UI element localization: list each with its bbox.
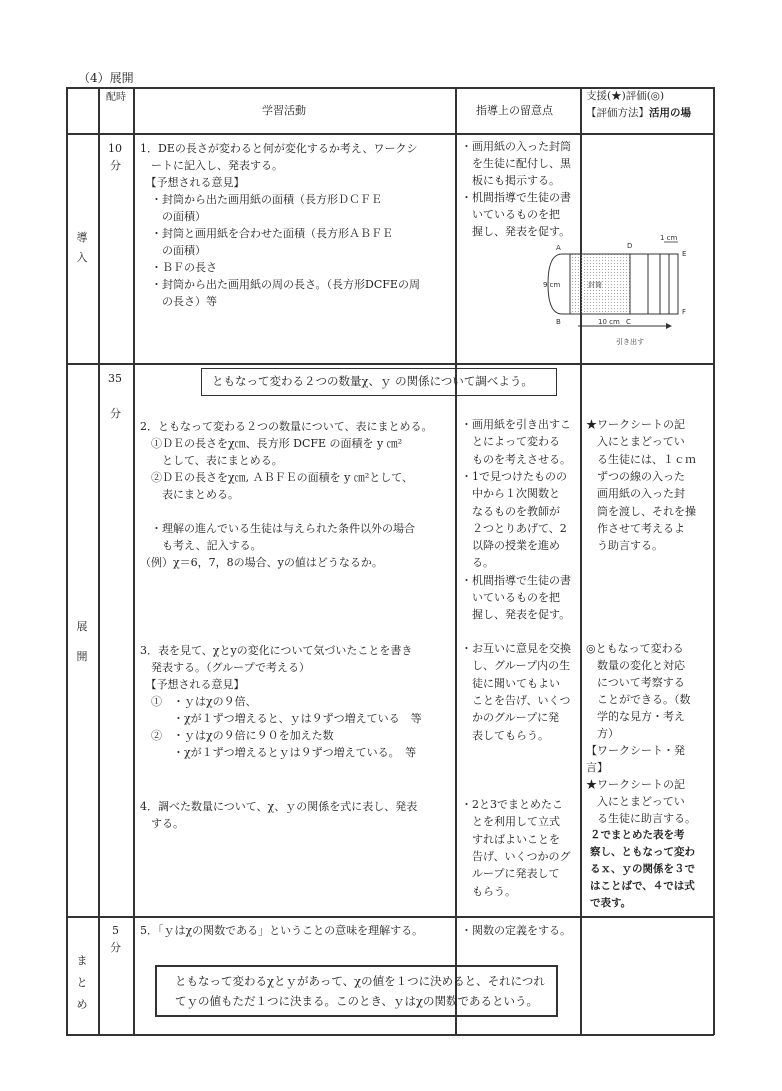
- intro-time-num: 10: [108, 142, 122, 155]
- label-pull: 引き出す: [616, 338, 644, 346]
- text-line: 表してもらう。: [461, 728, 549, 742]
- text-line: ２つとりあげて、2: [461, 521, 567, 535]
- text-line: る生徒には、１ｃｍ: [586, 452, 696, 466]
- text-line: ・1で見つけたものの: [461, 469, 567, 483]
- text-line: も考え、記入する。: [140, 539, 262, 552]
- text-line: 作させて考えるよ: [586, 521, 685, 535]
- text-line: 学的な見方・考え: [586, 710, 685, 723]
- text-line: ともなって変わるχとｙがあって、χの値を１つに決めると、それにつれ: [175, 974, 545, 988]
- text-line: ・理解の進んでいる生徒は与えられた条件以外の場合: [140, 522, 415, 535]
- text-line: 表にまとめる。: [140, 488, 239, 501]
- text-line: 3．表を見て、χとyの変化について気づいたことを書き: [140, 644, 413, 657]
- text-line: の面積）: [140, 244, 206, 257]
- label-a: A: [556, 244, 561, 252]
- text-line: なるものを教師が: [461, 504, 560, 518]
- text-line: ・画用紙の入った封筒: [461, 140, 571, 153]
- text-line: ★ワークシートの記: [586, 418, 685, 431]
- label-d: D: [627, 242, 633, 250]
- text-line: 以降の授業を進め: [461, 539, 560, 553]
- text-line: 板にも掲示する。: [461, 174, 560, 187]
- section-title: （4）展開: [78, 71, 134, 85]
- text-line: の面積）: [140, 210, 206, 223]
- text-line: 2．ともなって変わる２つの数量について、表にまとめる。: [140, 420, 433, 433]
- text-line: はことばで、４では式: [590, 880, 695, 892]
- stage-develop: 展開: [76, 620, 88, 663]
- text-line: 徒に聞いてもよい: [461, 676, 560, 690]
- text-line: 4．調べた数量について、χ、ｙの関係を式に表し、発表: [140, 800, 418, 813]
- text-line: ・χが１ずつ増えるとｙは９ずつ増えている。 等: [140, 746, 417, 759]
- text-line: ・χが１ずつ増えると、ｙは９ずつ増えている 等: [140, 712, 422, 725]
- stage-summary: まとめ: [76, 954, 88, 1011]
- text-line: 中から１次関数と: [461, 487, 560, 501]
- text-line: ② ・ｙはχの９倍に９０を加えた数: [140, 729, 334, 742]
- text-line: 入にとまどってい: [586, 435, 685, 449]
- header-notes: 指導上の留意点: [476, 104, 553, 117]
- label-f: F: [682, 308, 687, 316]
- text-line: 数量の変化と対応: [586, 659, 685, 672]
- text-line: 方）: [586, 727, 619, 740]
- header-haiji: 配時: [106, 92, 126, 103]
- summary-notes: ・関数の定義をする。: [461, 924, 571, 937]
- text-line: ートに記入し、発表する。: [140, 159, 283, 172]
- text-line: すればよいことを: [461, 832, 560, 846]
- text-line: し、グループ内の生: [461, 659, 571, 673]
- label-envelope: 封筒: [588, 281, 602, 289]
- label-9cm: 9 cm: [543, 281, 561, 289]
- header-eval-place: 活用の場: [649, 107, 691, 119]
- text-line: ものを考えさせる。: [461, 452, 571, 466]
- text-line: 握し、発表を促す。: [461, 608, 571, 622]
- envelope-diagram: [538, 232, 708, 352]
- header-eval-line2: [586, 105, 691, 122]
- text-line: ２でまとめた表を考: [590, 829, 685, 841]
- text-line: ・2と3でまとめたこ: [461, 798, 563, 811]
- text-line: （例）χ＝6，7，8の場合、yの値はどうなるか。: [140, 556, 383, 569]
- text-line: る。: [461, 556, 494, 570]
- summary-time-unit: 分: [110, 941, 121, 954]
- label-10cm: 10 cm: [598, 318, 620, 326]
- text-line: ・封筒から出た画用紙の周の長さ。（長方形DCFEの周: [140, 278, 420, 291]
- text-line: とによって変わる: [461, 435, 560, 449]
- text-line: ずつの線の入った: [586, 469, 685, 483]
- header-eval-method: 【評価方法】: [586, 107, 649, 119]
- text-line: ・封筒と画用紙を合わせた面積（長方形ＡＢＦＥ: [140, 227, 393, 240]
- label-e: E: [682, 250, 687, 258]
- text-line: ②ＤＥの長さをχ㎝, ＡＢＦＥの面積を y ㎝²として、: [140, 471, 414, 484]
- text-line: について考察する: [586, 676, 685, 689]
- text-line: 入にとまどってい: [586, 795, 685, 808]
- intro-time-unit: 分: [110, 159, 121, 172]
- text-line: として、表にまとめる。: [140, 454, 283, 467]
- text-line: ◎ともなって変わる: [586, 642, 684, 655]
- stage-intro: 導入: [76, 231, 88, 264]
- text-line: てｙの値もただ１つに決まる。このとき、ｙはχの関数であるという。: [175, 994, 539, 1008]
- definition-box: [155, 965, 558, 1017]
- text-line: 筒を渡し、それを操: [586, 504, 696, 518]
- header-eval-line1: 支援(★)評価(◎): [586, 90, 665, 102]
- text-line: 告げ、いくつかのグ: [461, 849, 571, 863]
- text-line: ★ワークシートの記: [586, 778, 685, 791]
- text-line: 【ワークシート・発: [586, 744, 685, 757]
- text-line: 【予想される意見】: [140, 678, 245, 691]
- label-b: B: [556, 318, 561, 326]
- text-line: 【予想される意見】: [140, 176, 245, 189]
- text-line: 察し、ともなって変わ: [590, 846, 695, 858]
- text-line: ループに発表して: [461, 867, 560, 881]
- text-line: ・画用紙を引き出すこ: [461, 418, 571, 431]
- text-line: ・机間指導で生徒の書: [461, 191, 571, 204]
- develop-time-num: 35: [108, 372, 122, 385]
- text-line: 1．DEの長さが変わると何が変化するか考え、ワークシ: [140, 142, 418, 155]
- text-line: ・お互いに意見を交換: [461, 642, 571, 655]
- text-line: う助言する。: [586, 539, 663, 553]
- text-line: 握し、発表を促す。: [461, 225, 571, 238]
- text-line: もらう。: [461, 884, 516, 898]
- text-line: ・ＢＦの長さ: [140, 261, 217, 274]
- goal-box: [201, 368, 557, 396]
- text-line: とを利用して立式: [461, 815, 560, 829]
- text-line: する。: [140, 817, 184, 830]
- text-line: の長さ）等: [140, 295, 217, 308]
- text-line: ①ＤＥの長さをχ㎝、長方形 DCFE の面積を y ㎝²: [140, 437, 403, 450]
- text-line: ・封筒から出た画用紙の面積（長方形ＤＣＦＥ: [140, 193, 382, 206]
- label-c: C: [626, 318, 631, 326]
- text-line: いているものを把: [461, 208, 560, 221]
- text-line: 発表する。（グループで考える）: [140, 661, 310, 674]
- text-line: ① ・ｙはχの９倍、: [140, 695, 257, 708]
- text-line: ことを告げ、いくつ: [461, 693, 571, 707]
- label-1cm: 1 cm: [660, 234, 678, 242]
- text-line: いているものを把: [461, 591, 560, 604]
- text-line: る生徒に助言する。: [586, 812, 696, 825]
- text-line: かのグループに発: [461, 711, 560, 725]
- text-line: るｘ、ｙの関係を３で: [590, 863, 695, 875]
- text-line: ことができる。（数: [586, 693, 691, 706]
- text-line: で表す。: [590, 897, 632, 909]
- summary-time-num: 5: [112, 924, 119, 937]
- text-line: 言】: [586, 761, 608, 774]
- develop-time-unit: 分: [110, 407, 121, 420]
- text-line: ・机間指導で生徒の書: [461, 573, 571, 587]
- header-activity: 学習活動: [262, 104, 306, 117]
- goal-text: ともなって変わる２つの数量χ、ｙ の関係について調べよう。: [212, 374, 533, 388]
- summary-activity: 5．「ｙはχの関数である」ということの意味を理解する。: [140, 924, 424, 937]
- text-line: 画用紙の入った封: [586, 487, 685, 501]
- text-line: を生徒に配付し、黒: [461, 157, 571, 170]
